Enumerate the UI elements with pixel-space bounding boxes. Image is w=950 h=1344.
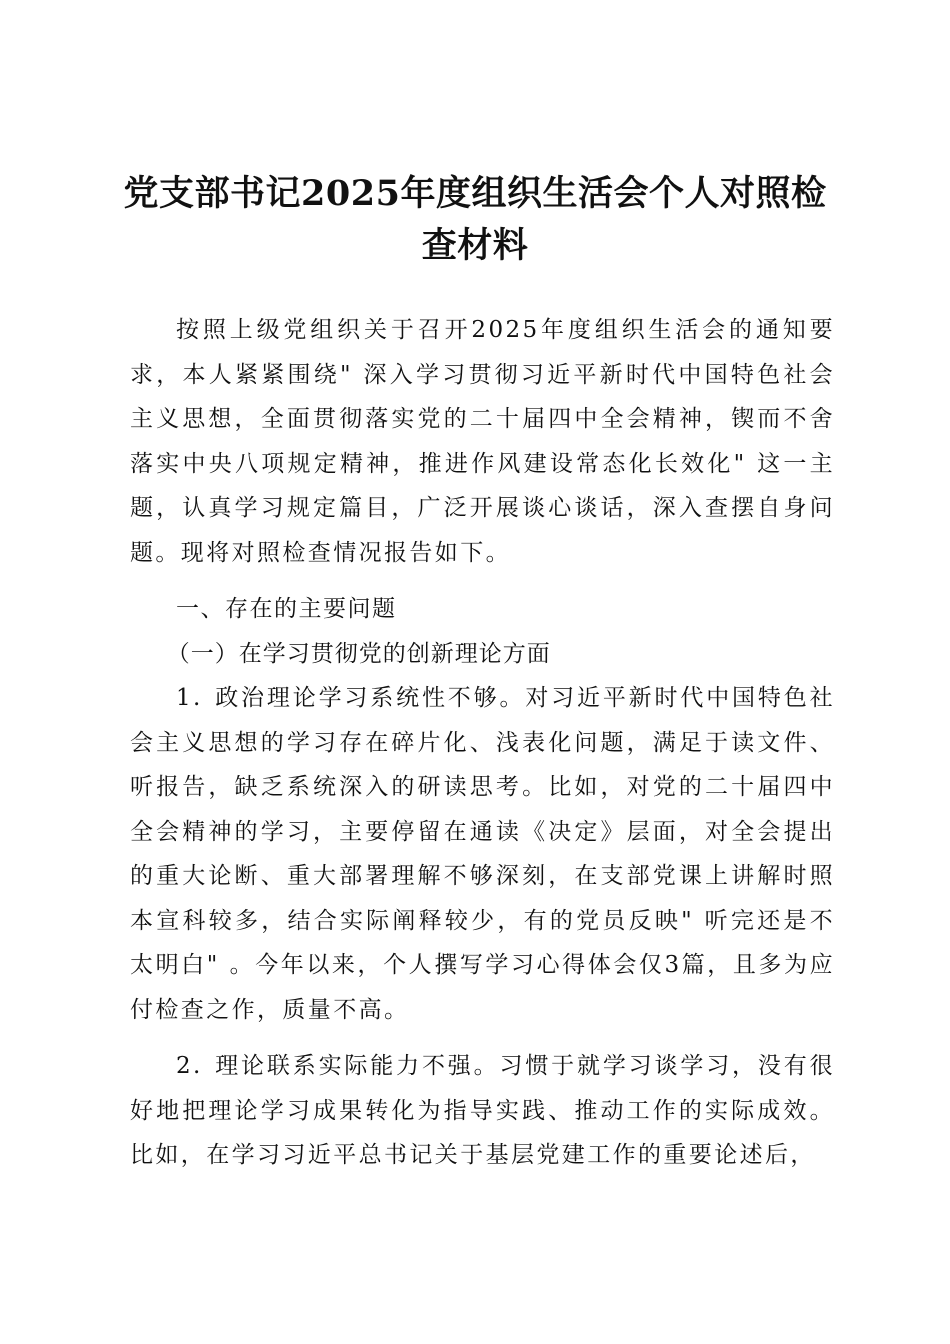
intro-paragraph: 按照上级党组织关于召开2025年度组织生活会的通知要求，本人紧紧围绕" 深入学习贯彻习近平新时代中国特色社会主义思想，全面贯彻落实党的二十届四中全会精神，锲而不舍落实中央八项规定精神，推进作风建设常态化长效化" 这一主题，认真学习规定篇目，广泛开展谈心谈话，深入查摆自身问题。现将对照检查情况报告如下。 [130,317,835,566]
subsection-heading: （一）在学习贯彻党的创新理论方面 [166,640,551,667]
list-item [130,676,835,1032]
document-title: 党支部书记2025年度组织生活会个人对照检查材料 [123,173,827,266]
item-text: 政治理论学习系统性不够。对习近平新时代中国特色社会主义思想的学习存在碎片化、浅表化问题，满足于读文件、听报告，缺乏系统深入的研读思考。比如，对党的二十届四中全会精神的学习，主要停留在通读《决定》层面，对全会提出的重大论断、重大部署理解不够深刻，在支部党课上讲解时照本宣科较多，结合实际阐释较少，有的党员反映" 听完还是不太明白" 。今年以来，个人撰写学习心得体会仅3篇，且多为应付检查之作，质量不高。 [130,685,835,1023]
list-item [130,1044,835,1178]
item-number: 2. [176,1053,203,1079]
item-number: 1. [176,685,203,711]
document-body [130,308,835,1178]
section-heading: 一、存在的主要问题 [176,596,397,622]
item-text: 理论联系实际能力不强。习惯于就学习谈学习，没有很好地把理论学习成果转化为指导实践、推动工作的实际成效。比如，在学习习近平总书记关于基层党建工作的重要论述后， [130,1053,835,1168]
